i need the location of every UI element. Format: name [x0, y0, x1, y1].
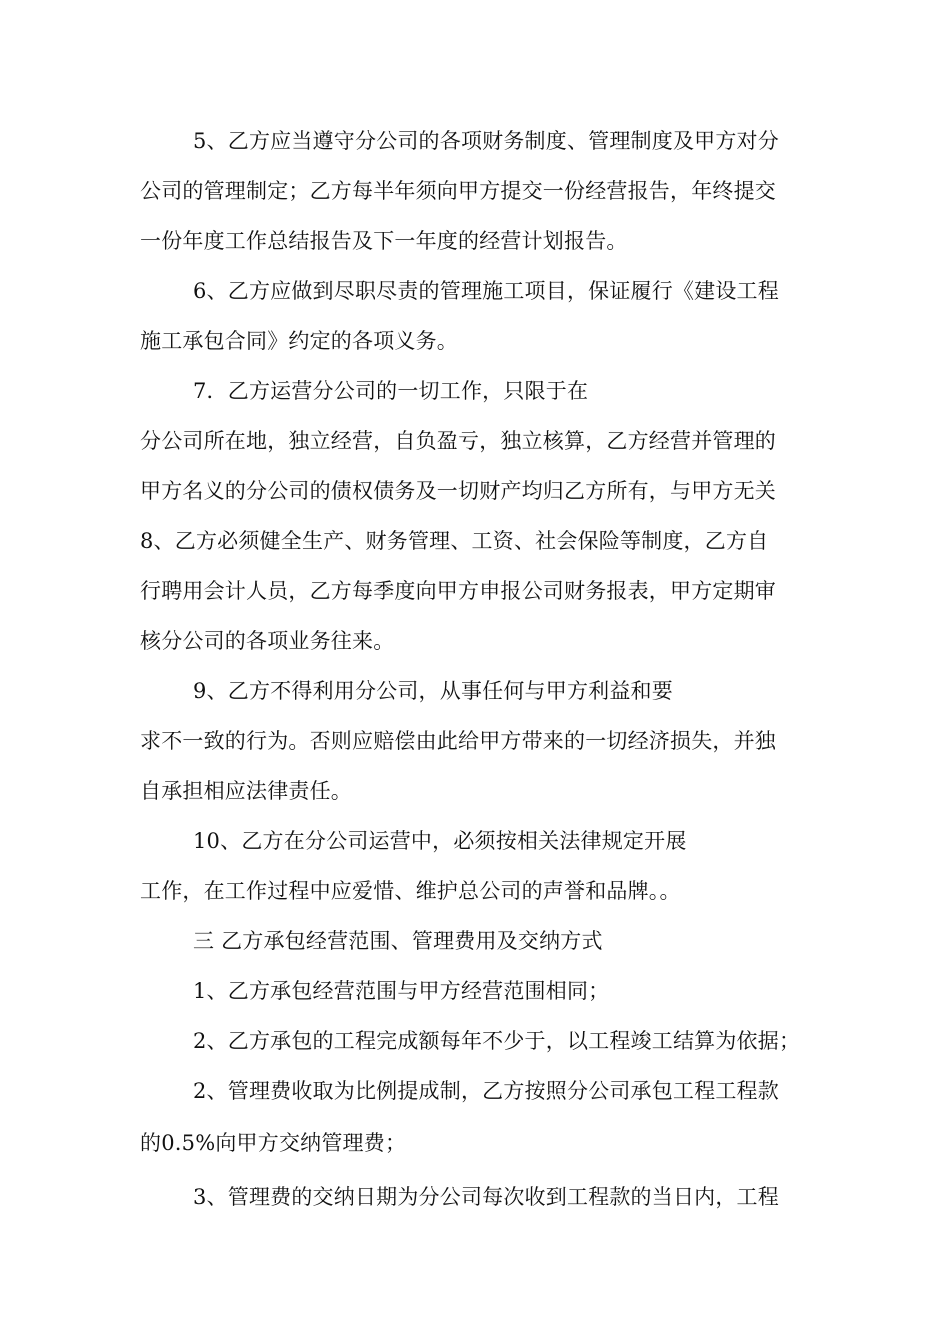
- clause-8-line-2: 行聘用会计人员，乙方每季度向甲方申报公司财务报表，甲方定期审: [140, 579, 776, 603]
- clause-8-line-3: 核分公司的各项业务往来。: [140, 629, 395, 653]
- clause-10-line-1: 10、乙方在分公司运营中，必须按相关法律规定开展: [193, 829, 687, 853]
- section-3-item-1: 1、乙方承包经营范围与甲方经营范围相同；: [193, 979, 610, 1003]
- clause-7-line-2: 分公司所在地，独立经营，自负盈亏，独立核算，乙方经营并管理的: [140, 429, 776, 453]
- section-3-item-2: 2、乙方承包的工程完成额每年不少于，以工程竣工结算为依据；: [193, 1029, 801, 1053]
- clause-6-line-2: 施工承包合同》约定的各项义务。: [140, 329, 458, 353]
- clause-5-line-3: 一份年度工作总结报告及下一年度的经营计划报告。: [140, 229, 628, 253]
- clause-9-line-1: 9、乙方不得利用分公司，从事任何与甲方利益和要: [193, 679, 673, 703]
- section-3-item-2b-line-1: 2、管理费收取为比例提成制，乙方按照分公司承包工程工程款: [193, 1079, 779, 1103]
- section-3-item-2b-line-2: 的0.5%向甲方交纳管理费；: [140, 1131, 407, 1155]
- clause-5-line-2: 公司的管理制定；乙方每半年须向甲方提交一份经营报告，年终提交: [140, 179, 776, 203]
- clause-10-line-2: 工作，在工作过程中应爱惜、维护总公司的声誉和品牌。。: [140, 879, 681, 903]
- clause-7-line-3: 甲方名义的分公司的债权债务及一切财产均归乙方所有，与甲方无关: [140, 479, 776, 503]
- clause-9-line-3: 自承担相应法律责任。: [140, 779, 352, 803]
- section-3-item-3-line-1: 3、管理费的交纳日期为分公司每次收到工程款的当日内，工程: [193, 1185, 779, 1209]
- clause-6-line-1: 6、乙方应做到尽职尽责的管理施工项目，保证履行《建设工程: [193, 279, 779, 303]
- clause-9-line-2: 求不一致的行为。否则应赔偿由此给甲方带来的一切经济损失，并独: [140, 729, 776, 753]
- clause-5-line-1: 5、乙方应当遵守分公司的各项财务制度、管理制度及甲方对分: [193, 129, 779, 153]
- clause-8-line-1: 8、乙方必须健全生产、财务管理、工资、社会保险等制度，乙方自: [140, 529, 769, 553]
- section-3-heading: 三 乙方承包经营范围、管理费用及交纳方式: [193, 929, 603, 953]
- clause-7-line-1: 7．乙方运营分公司的一切工作，只限于在: [193, 379, 589, 403]
